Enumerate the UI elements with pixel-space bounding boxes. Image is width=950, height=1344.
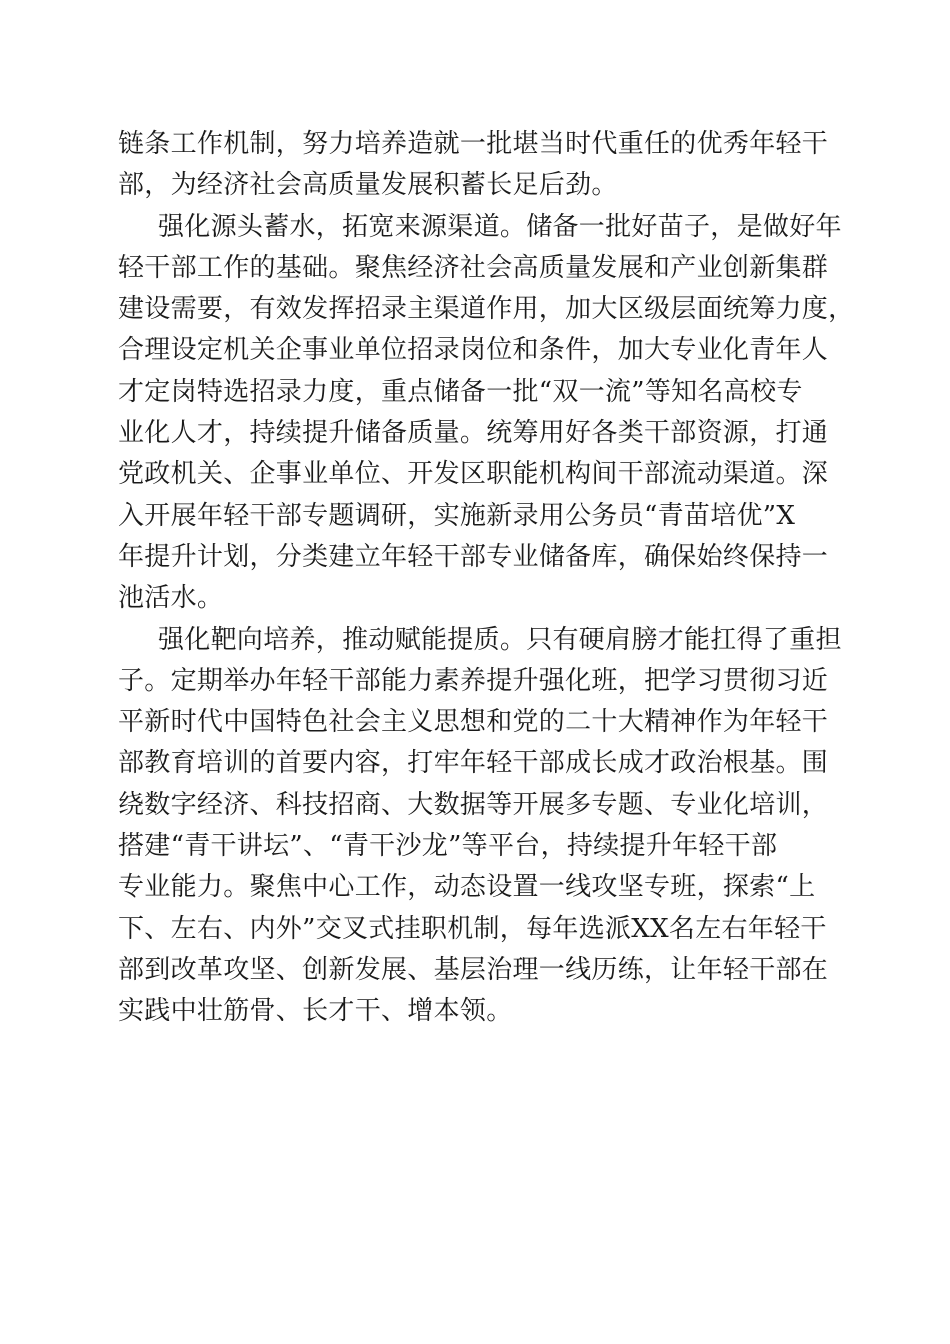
text-line: 链条工作机制，努力培养造就一批堪当时代重任的优秀年轻干 xyxy=(118,129,829,159)
text-line: 党政机关、企事业单位、开发区职能机构间干部流动渠道。深 xyxy=(118,459,829,490)
text-line: 平新时代中国特色社会主义思想和党的二十大精神作为年轻干 xyxy=(118,707,829,738)
text-line: 专业能力。聚焦中心工作，动态设置一线攻坚专班，探索“上 xyxy=(118,872,816,903)
text-line: 合理设定机关企事业单位招录岗位和条件，加大专业化青年人 xyxy=(118,335,829,366)
text-line: 实践中壮筋骨、长才干、增本领。 xyxy=(118,996,513,1027)
paragraph-start-line: 强化靶向培养，推动赋能提质。只有硬肩膀才能扛得了重担 xyxy=(158,624,842,655)
text-line: 入开展年轻干部专题调研，实施新录用公务员“青苗培优”X xyxy=(118,500,796,531)
text-line: 池活水。 xyxy=(118,583,224,614)
text-line: 子。定期举办年轻干部能力素养提升强化班，把学习贯彻习近 xyxy=(118,665,829,696)
text-line: 部教育培训的首要内容，打牢年轻干部成长成才政治根基。围 xyxy=(118,748,829,779)
text-line: 轻干部工作的基础。聚焦经济社会高质量发展和产业创新集群 xyxy=(118,252,829,283)
text-line: 搭建“青干讲坛”、“青干沙龙”等平台，持续提升年轻干部 xyxy=(118,831,778,862)
body-text xyxy=(118,124,855,1033)
text-line: 下、左右、内外”交叉式挂职机制，每年选派XX名左右年轻干 xyxy=(118,913,827,944)
text-line: 建设需要，有效发挥招录主渠道作用，加大区级层面统筹力度， xyxy=(118,294,855,325)
text-line: 业化人才，持续提升储备质量。统筹用好各类干部资源，打通 xyxy=(118,418,829,449)
paragraph-start-line: 强化源头蓄水，拓宽来源渠道。储备一批好苗子，是做好年 xyxy=(158,211,842,242)
text-line: 部，为经济社会高质量发展积蓄长足后劲。 xyxy=(118,170,618,201)
text-line: 部到改革攻坚、创新发展、基层治理一线历练，让年轻干部在 xyxy=(118,954,829,985)
text-line: 才定岗特选招录力度，重点储备一批“双一流”等知名高校专 xyxy=(118,376,803,407)
text-line: 绕数字经济、科技招商、大数据等开展多专题、专业化培训， xyxy=(118,789,829,820)
text-line: 年提升计划，分类建立年轻干部专业储备库，确保始终保持一 xyxy=(118,541,829,572)
